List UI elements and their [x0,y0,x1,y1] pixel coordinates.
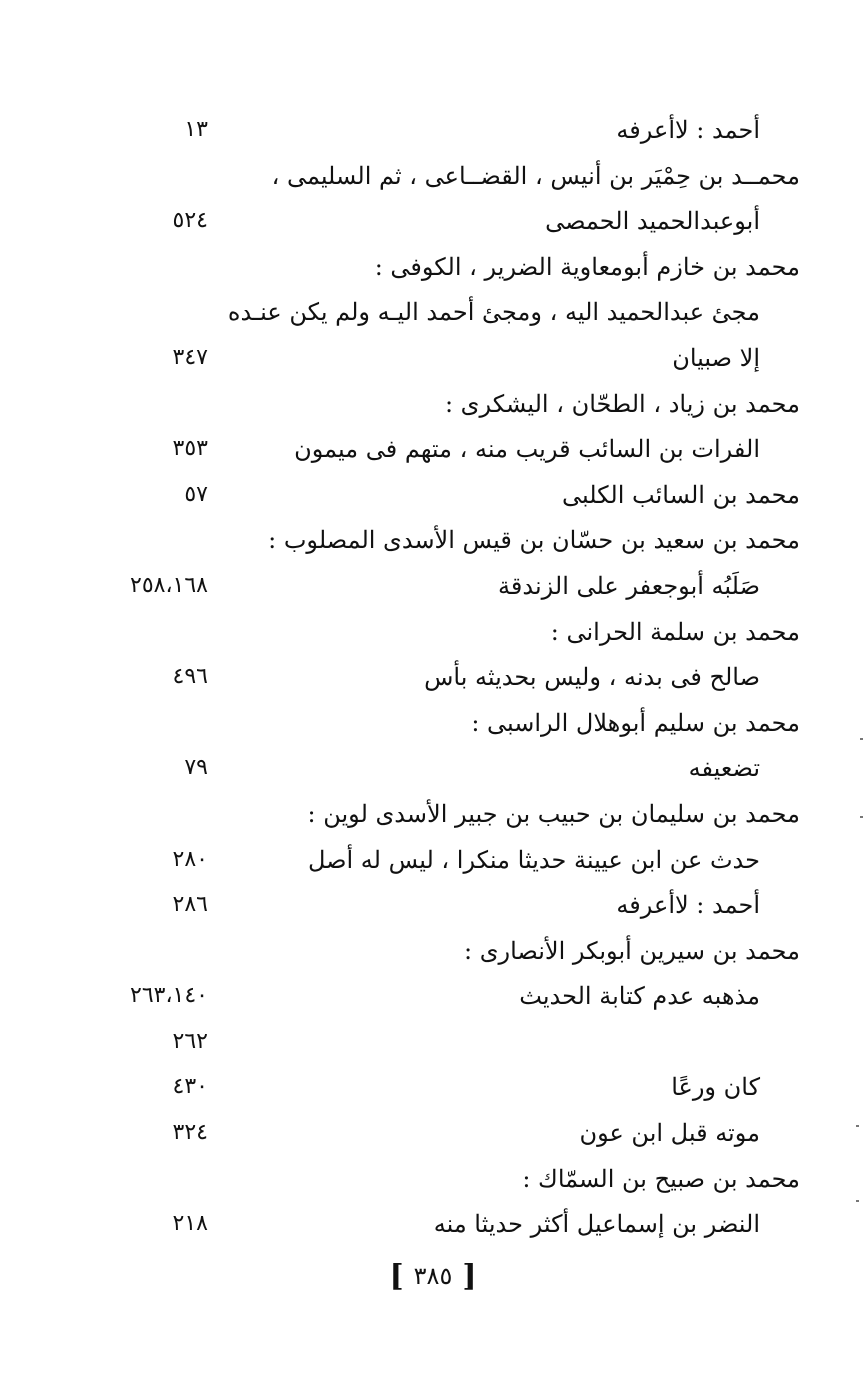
index-line [0,1020,866,1066]
index-line [0,473,866,519]
entry-heading: محمد بن سليمان بن حبيب بن جبير الأسدى لوين : [307,799,800,828]
page-reference: ٢٥٨،١٦٨ [130,572,208,598]
index-line [0,701,866,747]
page-number: ٣٨٥ [413,1262,453,1290]
entry-text: مذهبه عدم كتابة الحديث [519,982,760,1011]
page-reference: ٤٣٠ [172,1074,208,1100]
entry-text: الفرات بن السائب قريب منه ، متهم فى ميمون [294,435,760,464]
page-reference: ١٣ [184,117,208,142]
page-reference: ٢٦٣،١٤٠ [130,983,208,1009]
entry-text: أبوعبدالحميد الحمصى [545,207,760,236]
scan-mark [860,816,863,818]
entry-text: مجئ عبدالحميد اليه ، ومجئ أحمد اليـه ولم يكن عنـده [227,298,760,327]
index-line [0,746,866,792]
entry-text: تضعيفه [688,754,760,783]
entry-heading: محمد بن سليم أبوهلال الراسبى : [471,708,800,737]
index-entries [0,108,866,1248]
scan-mark [860,738,863,740]
entry-text: النضر بن إسماعيل أكثر حديثا منه [433,1210,760,1239]
index-line [0,974,866,1020]
index-line [0,929,866,975]
index-line [0,518,866,564]
index-line [0,427,866,473]
entry-text: أحمد : لاأعرفه [616,891,760,920]
index-line [0,1111,866,1157]
page-reference: ٤٩٦ [172,664,208,690]
open-bracket: [ [389,1259,404,1294]
page-reference: ٣٤٧ [172,344,208,370]
index-line [0,154,866,200]
index-line [0,1202,866,1248]
index-line [0,245,866,291]
index-line [0,199,866,245]
entry-text: حدث عن ابن عيينة حديثا منكرا ، ليس له أصل [307,845,760,874]
page-reference: ٢٨٠ [172,846,208,872]
entry-heading: محمد بن صبيح بن السمّاك : [522,1164,800,1193]
entry-text: صَلَبُه أبوجعفر على الزندقة [498,571,760,600]
page-reference: ٥٢٤ [172,208,208,234]
entry-text: موته قبل ابن عون [579,1119,760,1148]
index-line [0,108,866,154]
scan-mark [856,1125,859,1127]
page-reference: ٢٨٦ [172,892,208,918]
entry-heading: محمد بن زياد ، الطحّان ، اليشكرى : [444,389,800,418]
entry-text: أحمد : لاأعرفه [616,116,760,144]
entry-heading: محمد بن سعيد بن حسّان بن قيس الأسدى المصلوب : [268,526,800,555]
index-line [0,792,866,838]
entry-heading: محمد بن السائب الكلبى [561,480,800,509]
page-reference: ٢٦٢ [172,1028,208,1054]
page-reference: ٧٩ [184,755,208,781]
index-line [0,655,866,701]
page-reference: ٥٧ [184,481,208,507]
index-line [0,336,866,382]
page-reference: ٣٥٣ [172,436,208,462]
entry-text: صالح فى بدنه ، وليس بحديثه بأس [424,663,760,692]
page-footer [0,1258,866,1295]
entry-text: كان ورعًا [671,1073,760,1102]
entry-heading: محمد بن سيرين أبوبكر الأنصارى : [464,936,800,965]
close-bracket: ] [462,1259,477,1294]
index-line [0,610,866,656]
index-line [0,290,866,336]
index-line [0,564,866,610]
scan-mark [856,1200,859,1202]
index-line [0,382,866,428]
index-line [0,883,866,929]
index-line [0,838,866,884]
entry-heading: محمد بن خازم أبومعاوية الضرير ، الكوفى : [374,252,800,281]
entry-heading: محمد بن سلمة الحرانى : [550,617,800,646]
index-line [0,1157,866,1203]
page-reference: ٢١٨ [172,1211,208,1237]
page-reference: ٣٢٤ [172,1120,208,1146]
index-line [0,1065,866,1111]
entry-text: إلا صبيان [672,343,760,372]
entry-heading: محمــد بن حِمْيَر بن أنيس ، القضــاعى ، ثم السليمى ، [271,161,800,190]
